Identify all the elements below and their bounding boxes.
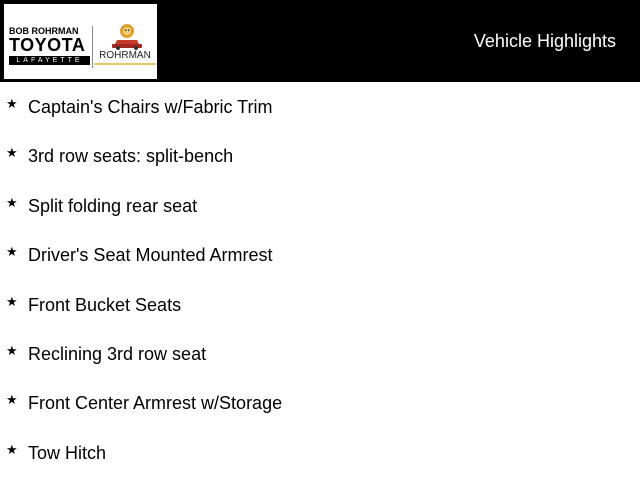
star-icon: ★ [6, 195, 18, 211]
feature-label: 3rd row seats: split-bench [28, 146, 234, 167]
dealer-logo[interactable] [4, 4, 157, 79]
dealer-location: LAFAYETTE [9, 56, 90, 65]
list-item [0, 378, 640, 427]
list-item [0, 82, 640, 131]
list-item [0, 280, 640, 329]
star-icon: ★ [6, 442, 18, 458]
brand-name: TOYOTA [9, 35, 86, 55]
feature-label: Captain's Chairs w/Fabric Trim [28, 97, 273, 117]
list-item [0, 230, 640, 279]
list-item [0, 181, 640, 230]
page-title: Vehicle Highlights [473, 31, 616, 51]
lion-icon [94, 22, 156, 50]
feature-label: Front Center Armrest w/Storage [28, 393, 283, 414]
feature-label: Tow Hitch [28, 442, 107, 463]
dealer-name: BOB ROHRMAN [9, 26, 79, 36]
feature-label: Driver's Seat Mounted Armrest [28, 245, 273, 266]
feature-label: Front Bucket Seats [28, 294, 182, 315]
rohrman-group-logo [94, 22, 156, 72]
star-icon: ★ [6, 146, 18, 162]
toyota-dealer-wordmark [9, 26, 93, 65]
star-icon: ★ [6, 97, 18, 112]
list-item [0, 428, 640, 477]
list-item [0, 131, 640, 180]
feature-label: Reclining 3rd row seat [28, 343, 207, 364]
logo-underline [94, 63, 156, 65]
star-icon: ★ [6, 393, 18, 409]
feature-label: Split folding rear seat [28, 195, 198, 216]
star-icon: ★ [6, 245, 18, 261]
header-bar [0, 0, 640, 82]
star-icon: ★ [6, 343, 18, 359]
list-item [0, 329, 640, 378]
group-name: ROHRMAN [99, 50, 151, 61]
feature-list [0, 82, 640, 477]
logo-divider [92, 26, 93, 68]
star-icon: ★ [6, 294, 18, 310]
